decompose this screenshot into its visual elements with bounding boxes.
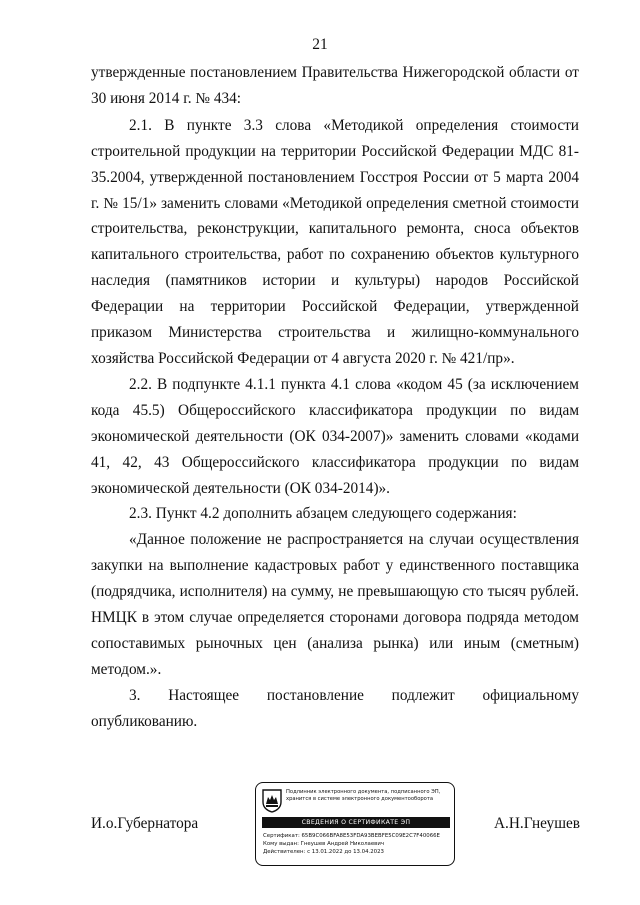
stamp-top — [262, 788, 450, 815]
paragraph-intro: утвержденные постановлением Правительства Нижегородской области от 30 июня 2014 г. № 434: — [91, 64, 579, 107]
document-body — [91, 60, 579, 735]
stamp-issued-to: Кому выдан: Гнеушев Андрей Николаевич — [263, 841, 385, 847]
paragraph-2-1: 2.1. В пункте 3.3 слова «Методикой определения стоимости строительной продукции на территории Российской Федерации МДС 81-35.2004, утвержденной постановлением Госстроя России от 5 марта 2004 г. № 15/1» заменить словами «Методикой определения сметной стоимости строительства, реконструкции, капитального ремонта, сноса объектов капитального строительства, работ по сохранению объектов культурного наследия (памятников истории и культуры) народов Российской Федерации на территории Российской Федерации, утвержденной приказом Министерства строительства и жилищно-коммунального хозяйства Российской Федерации от 4 августа 2020 г. № 421/пр». — [91, 116, 579, 367]
paragraph-3: 3. Настоящее постановление подлежит официальному опубликованию. — [91, 686, 579, 730]
signatory-name: А.Н.Гнеушев — [493, 815, 580, 832]
coat-of-arms-icon — [262, 789, 282, 813]
paragraph-2-2: 2.2. В подпункте 4.1.1 пункта 4.1 слова «кодом 45 (за исключением кода 45.5) Общероссийского классификатора продукции по видам экономической деятельности (ОК 034-2007)» заменить словами «кодами 41, 42, 43 Общероссийского классификатора продукции по видам экономической деятельности (ОК 034-2014)». — [91, 375, 579, 497]
stamp-certificate: Сертификат: 65B9C066BFA8E53FDA93BEBFE5C09E2C7F40066E — [263, 833, 440, 839]
stamp-header: СВЕДЕНИЯ О СЕРТИФИКАТЕ ЭП — [262, 817, 450, 828]
electronic-signature-stamp — [255, 782, 455, 866]
signatory-position: И.о.Губернатора — [91, 815, 199, 832]
stamp-note: Подлинник электронного документа, подписанного ЭП, хранится в системе электронного документооборота — [286, 789, 441, 802]
page-number: 21 — [312, 36, 328, 53]
stamp-details — [263, 832, 449, 856]
stamp-valid: Действителен: с 13.01.2022 до 13.04.2023 — [263, 849, 384, 855]
paragraph-2-3: 2.3. Пункт 4.2 дополнить абзацем следующего содержания: — [129, 505, 517, 523]
paragraph-quote: «Данное положение не распространяется на случаи осуществления закупки на выполнение кадастровых работ у единственного поставщика (подрядчика, исполнителя) на сумму, не превышающую сто тысяч рублей. НМЦК в этом случае определяется сторонами договора подряда методом сопоставимых рыночных цен (анализа рынка) или иным (сметным) методом.». — [91, 531, 579, 678]
